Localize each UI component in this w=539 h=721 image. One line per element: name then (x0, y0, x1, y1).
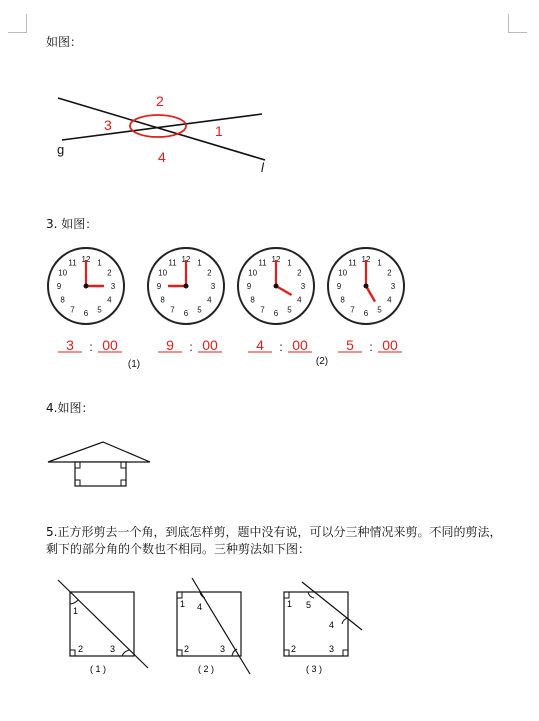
cut3-label-5: 5 (306, 600, 312, 610)
clock-number: 12 (181, 255, 191, 264)
clock-number: 7 (350, 305, 355, 315)
time-separator: : (89, 340, 93, 354)
hour-value: 4 (256, 337, 264, 353)
clock-number: 8 (340, 295, 345, 305)
clock-center (364, 284, 369, 289)
clocks-figure (0, 240, 539, 375)
clock-2 (148, 248, 224, 354)
angle-label-1: 1 (215, 123, 223, 139)
clock-number: 9 (336, 282, 342, 291)
minute-value: 00 (292, 337, 308, 353)
cut2-label-3: 3 (220, 644, 226, 654)
time-separator: : (279, 340, 283, 354)
clock-center (84, 284, 89, 289)
cut3-label-2: 2 (291, 644, 297, 654)
cut3-label-4: 4 (329, 620, 335, 630)
angle-highlight-ellipse (130, 115, 186, 137)
angle-label-3: 3 (104, 117, 112, 133)
angle-label-2: 2 (156, 93, 164, 109)
clock-number: 11 (68, 258, 77, 268)
clock-number: 6 (83, 309, 89, 318)
square-cut-3 (284, 582, 362, 674)
clock-number: 3 (210, 282, 216, 291)
page-corner-mark-right (508, 14, 527, 33)
hour-value: 5 (346, 337, 354, 353)
cut2-label-1: 1 (180, 599, 186, 609)
group-label-1: (1) (127, 359, 141, 370)
section-3-label: 3. 如图： (46, 217, 98, 231)
clock-number: 10 (158, 268, 168, 278)
clock-number: 7 (70, 305, 75, 315)
clock-number: 12 (361, 255, 371, 264)
clock-number: 11 (348, 258, 357, 268)
clock-number: 10 (58, 268, 68, 278)
line-label-g: g (57, 142, 65, 157)
clock-number: 3 (300, 282, 306, 291)
hour-value: 3 (66, 337, 74, 353)
clock-number: 4 (107, 295, 112, 305)
clock-number: 6 (183, 309, 189, 318)
clock-number: 9 (246, 282, 252, 291)
clock-number: 8 (160, 295, 165, 305)
clock-number: 6 (273, 309, 279, 318)
cut1-caption: ( 1 ) (90, 664, 107, 674)
clock-number: 12 (271, 255, 281, 264)
cut1-label-2: 2 (78, 644, 84, 654)
clock-number: 6 (363, 309, 369, 318)
clock-number: 5 (197, 305, 202, 315)
clock-number: 12 (81, 255, 91, 264)
minute-value: 00 (102, 337, 118, 353)
clock-3 (238, 248, 314, 354)
clock-number: 8 (250, 295, 255, 305)
cut3-label-1: 1 (287, 599, 293, 609)
square-cut-1 (58, 580, 148, 674)
minute-value: 00 (202, 337, 218, 353)
clock-number: 9 (156, 282, 162, 291)
line-label-l: l (261, 160, 264, 175)
clock-number: 11 (168, 258, 177, 268)
intersecting-lines-figure (40, 88, 280, 178)
section-5-text: 5.正方形剪去一个角，到底怎样剪，题中没有说，可以分三种情况来剪。不同的剪法，剩下的部分角的个数也不相同。三种剪法如下图： (46, 525, 502, 556)
clock-number: 5 (287, 305, 292, 315)
clock-number: 8 (60, 295, 65, 305)
clock-number: 3 (110, 282, 116, 291)
clock-number: 7 (260, 305, 265, 315)
clock-number: 4 (387, 295, 392, 305)
clock-number: 1 (97, 258, 102, 268)
cut2-caption: ( 2 ) (198, 664, 215, 674)
clock-number: 3 (390, 282, 396, 291)
clock-number: 5 (97, 305, 102, 315)
time-separator: : (189, 340, 193, 354)
clock-number: 2 (387, 268, 392, 278)
clock-number: 7 (170, 305, 175, 315)
clock-number: 1 (287, 258, 292, 268)
clock-4 (328, 248, 404, 354)
clock-number: 10 (338, 268, 348, 278)
cut1-label-1: 1 (73, 606, 79, 616)
clock-number: 4 (207, 295, 212, 305)
clock-number: 1 (377, 258, 382, 268)
hour-value: 9 (166, 337, 174, 353)
clock-number: 5 (377, 305, 382, 315)
cut2-label-4: 4 (197, 602, 203, 612)
clock-number: 2 (107, 268, 112, 278)
clock-number: 9 (56, 282, 62, 291)
section-1-label: 如图： (46, 35, 83, 49)
clock-1 (48, 248, 124, 354)
clock-number: 1 (197, 258, 202, 268)
cut3-label-3: 3 (329, 644, 335, 654)
clock-number: 2 (297, 268, 302, 278)
angle-label-4: 4 (158, 149, 166, 165)
cut1-label-3: 3 (110, 644, 116, 654)
square-cuts-figure (40, 574, 380, 680)
section-4-label: 4.如图： (46, 401, 94, 415)
clock-number: 11 (258, 258, 267, 268)
clock-number: 4 (297, 295, 302, 305)
clock-number: 2 (207, 268, 212, 278)
cut2-label-2: 2 (184, 644, 190, 654)
minute-value: 00 (382, 337, 398, 353)
square-cut-2 (177, 578, 250, 674)
house-shape-figure (40, 436, 160, 492)
clock-center (184, 284, 189, 289)
clock-center (274, 284, 279, 289)
clock-number: 10 (248, 268, 258, 278)
time-separator: : (369, 340, 373, 354)
cut3-caption: ( 3 ) (306, 664, 323, 674)
group-label-2: (2) (315, 356, 329, 367)
page-corner-mark-left (8, 14, 27, 33)
